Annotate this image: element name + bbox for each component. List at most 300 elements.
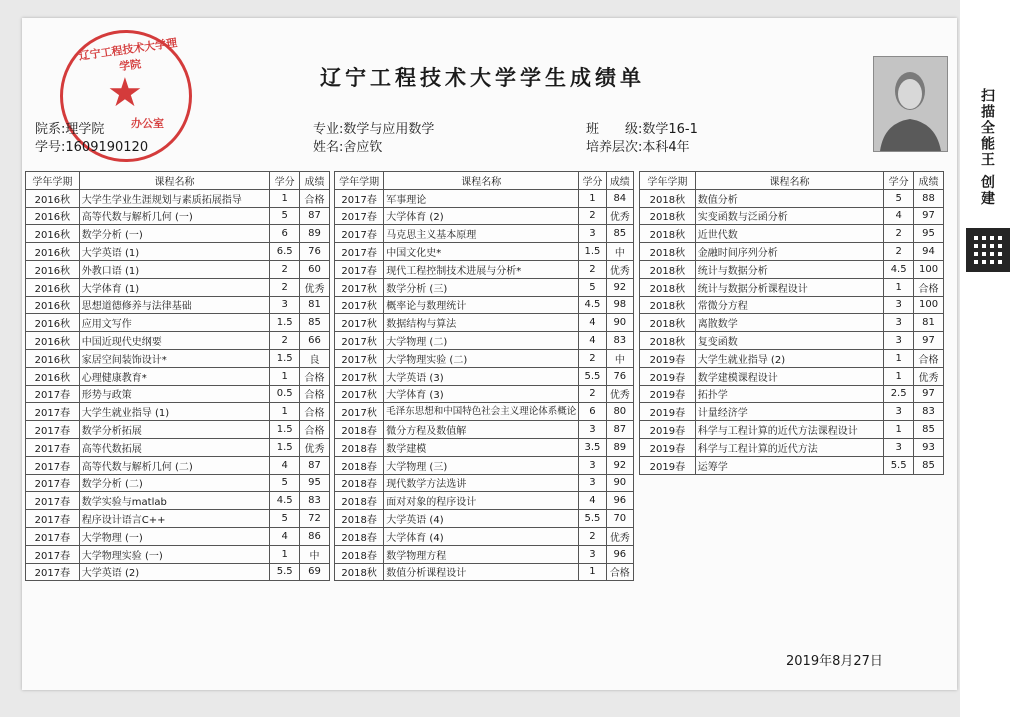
cell-credit: 5 xyxy=(270,207,300,225)
cell-course: 复变函数 xyxy=(695,332,883,350)
cell-score: 优秀 xyxy=(606,527,633,545)
cell-score: 优秀 xyxy=(606,207,633,225)
scanner-watermark: 扫描全能王 创建 xyxy=(979,88,995,207)
table-row xyxy=(335,474,634,492)
cell-course: 形势与政策 xyxy=(79,385,269,403)
cell-credit: 5 xyxy=(270,510,300,528)
cell-course: 常微分方程 xyxy=(695,296,883,314)
cell-credit: 3.5 xyxy=(579,438,606,456)
cell-term: 2018秋 xyxy=(640,189,696,207)
table-row xyxy=(640,367,944,385)
cell-credit: 1 xyxy=(579,563,606,581)
cell-score: 90 xyxy=(606,314,633,332)
cell-course: 大学体育 (1) xyxy=(79,278,269,296)
table-row xyxy=(640,207,944,225)
cell-course: 统计与数据分析课程设计 xyxy=(695,278,883,296)
cell-course: 大学生学业生涯规划与素质拓展指导 xyxy=(79,189,269,207)
cell-term: 2016秋 xyxy=(26,260,80,278)
cell-term: 2016秋 xyxy=(26,367,80,385)
table-row xyxy=(335,563,634,581)
cell-score: 合格 xyxy=(606,563,633,581)
header-term: 学年学期 xyxy=(640,172,696,190)
cell-course: 数学分析拓展 xyxy=(79,421,269,439)
cell-credit: 1 xyxy=(884,367,914,385)
table-row xyxy=(26,367,330,385)
cell-course: 思想道德修养与法律基础 xyxy=(79,296,269,314)
table-row xyxy=(640,332,944,350)
cell-credit: 3 xyxy=(884,296,914,314)
cell-term: 2017春 xyxy=(335,189,384,207)
cell-course: 大学物理 (二) xyxy=(384,332,579,350)
cell-course: 大学体育 (4) xyxy=(384,527,579,545)
cell-course: 大学英语 (2) xyxy=(79,563,269,581)
cell-score: 81 xyxy=(914,314,944,332)
cell-course: 数学物理方程 xyxy=(384,545,579,563)
student-id-label: 学号: xyxy=(35,140,66,155)
cell-credit: 3 xyxy=(579,456,606,474)
cell-score: 89 xyxy=(300,225,330,243)
cell-term: 2017秋 xyxy=(335,296,384,314)
table-row xyxy=(335,545,634,563)
cell-course: 数学建模课程设计 xyxy=(695,367,883,385)
cell-score: 优秀 xyxy=(606,260,633,278)
grades-table-2-body xyxy=(335,189,634,581)
cell-score: 97 xyxy=(914,332,944,350)
student-photo-silhouette xyxy=(874,57,947,151)
table-row xyxy=(640,225,944,243)
cell-course: 离散数学 xyxy=(695,314,883,332)
cell-course: 数学分析 (一) xyxy=(79,225,269,243)
cell-course: 中国文化史* xyxy=(384,243,579,261)
cell-term: 2018秋 xyxy=(640,207,696,225)
table-row xyxy=(26,385,330,403)
cell-term: 2018春 xyxy=(335,421,384,439)
cell-credit: 4 xyxy=(579,492,606,510)
table-row xyxy=(335,456,634,474)
cell-term: 2017春 xyxy=(26,492,80,510)
cell-credit: 6.5 xyxy=(270,243,300,261)
cell-term: 2018春 xyxy=(335,438,384,456)
cell-credit: 3 xyxy=(579,225,606,243)
cell-course: 马克思主义基本原理 xyxy=(384,225,579,243)
cell-course: 统计与数据分析 xyxy=(695,260,883,278)
major-row xyxy=(313,118,434,137)
star-icon: ★ xyxy=(107,70,143,116)
table-row xyxy=(335,314,634,332)
cell-term: 2018春 xyxy=(335,510,384,528)
cell-course: 程序设计语言C++ xyxy=(79,510,269,528)
table-row xyxy=(26,243,330,261)
cell-score: 85 xyxy=(914,456,944,474)
cell-credit: 1 xyxy=(884,421,914,439)
cell-term: 2019春 xyxy=(640,367,696,385)
cell-score: 76 xyxy=(300,243,330,261)
cell-term: 2017春 xyxy=(335,260,384,278)
cell-credit: 1.5 xyxy=(270,438,300,456)
cell-course: 大学物理 (三) xyxy=(384,456,579,474)
cell-course: 数值分析课程设计 xyxy=(384,563,579,581)
name-value: 舍应钦 xyxy=(343,140,383,155)
table-row xyxy=(26,527,330,545)
table-row xyxy=(335,527,634,545)
table-row xyxy=(335,403,634,421)
grades-table-2 xyxy=(334,171,634,581)
cell-score: 95 xyxy=(300,474,330,492)
cell-credit: 2 xyxy=(579,349,606,367)
department-value: 理学院 xyxy=(65,122,105,137)
cell-term: 2017秋 xyxy=(335,278,384,296)
table-row xyxy=(335,225,634,243)
table-row xyxy=(640,456,944,474)
cell-score: 97 xyxy=(914,207,944,225)
table-row xyxy=(640,278,944,296)
cell-course: 大学生就业指导 (2) xyxy=(695,349,883,367)
table-row xyxy=(640,403,944,421)
cell-score: 96 xyxy=(606,492,633,510)
cell-term: 2018秋 xyxy=(640,243,696,261)
header-credit: 学分 xyxy=(884,172,914,190)
level-value: 本科4年 xyxy=(642,140,690,155)
cell-term: 2018秋 xyxy=(640,314,696,332)
cell-term: 2016秋 xyxy=(26,278,80,296)
table-row xyxy=(640,421,944,439)
cell-term: 2017春 xyxy=(26,403,80,421)
cell-score: 94 xyxy=(914,243,944,261)
cell-term: 2016秋 xyxy=(26,207,80,225)
table-row xyxy=(640,349,944,367)
cell-credit: 5 xyxy=(579,278,606,296)
table-row xyxy=(335,385,634,403)
cell-course: 数学分析 (二) xyxy=(79,474,269,492)
grades-table-3 xyxy=(639,171,944,475)
cell-score: 90 xyxy=(606,474,633,492)
cell-score: 98 xyxy=(606,296,633,314)
cell-score: 84 xyxy=(606,189,633,207)
cell-course: 大学生就业指导 (1) xyxy=(79,403,269,421)
cell-credit: 1 xyxy=(270,367,300,385)
cell-credit: 5.5 xyxy=(884,456,914,474)
cell-term: 2017春 xyxy=(335,243,384,261)
cell-term: 2018春 xyxy=(335,456,384,474)
cell-credit: 4.5 xyxy=(884,260,914,278)
grades-table-3-body xyxy=(640,189,944,474)
cell-credit: 0.5 xyxy=(270,385,300,403)
table-row xyxy=(335,278,634,296)
cell-credit: 4 xyxy=(579,332,606,350)
cell-course: 大学物理实验 (二) xyxy=(384,349,579,367)
cell-term: 2017春 xyxy=(26,510,80,528)
header-course: 课程名称 xyxy=(79,172,269,190)
table-row xyxy=(335,349,634,367)
cell-course: 大学英语 (1) xyxy=(79,243,269,261)
cell-term: 2017春 xyxy=(26,385,80,403)
cell-term: 2019春 xyxy=(640,456,696,474)
table-row xyxy=(26,278,330,296)
table-row xyxy=(335,296,634,314)
cell-term: 2017秋 xyxy=(335,403,384,421)
header-course: 课程名称 xyxy=(384,172,579,190)
cell-term: 2019春 xyxy=(640,385,696,403)
cell-score: 72 xyxy=(300,510,330,528)
table-row xyxy=(26,438,330,456)
page-title: 辽宁工程技术大学学生成绩单 xyxy=(320,66,645,90)
cell-score: 69 xyxy=(300,563,330,581)
cell-term: 2017春 xyxy=(335,207,384,225)
cell-credit: 5.5 xyxy=(579,367,606,385)
table-row xyxy=(335,332,634,350)
table-row xyxy=(26,421,330,439)
cell-credit: 1 xyxy=(270,189,300,207)
cell-score: 中 xyxy=(606,349,633,367)
cell-credit: 1 xyxy=(270,545,300,563)
cell-credit: 1.5 xyxy=(579,243,606,261)
cell-credit: 2 xyxy=(884,225,914,243)
cell-score: 66 xyxy=(300,332,330,350)
grades-table-1 xyxy=(25,171,330,581)
qr-code-icon xyxy=(966,228,1010,272)
cell-course: 大学体育 (2) xyxy=(384,207,579,225)
cell-credit: 1 xyxy=(270,403,300,421)
table-row xyxy=(26,492,330,510)
cell-score: 优秀 xyxy=(300,438,330,456)
cell-score: 83 xyxy=(606,332,633,350)
table-row xyxy=(335,367,634,385)
cell-course: 计量经济学 xyxy=(695,403,883,421)
cell-credit: 3 xyxy=(579,474,606,492)
table-header-row xyxy=(26,172,330,190)
cell-term: 2018秋 xyxy=(640,296,696,314)
table-row xyxy=(640,314,944,332)
grades-table-1-body xyxy=(26,189,330,581)
cell-course: 实变函数与泛函分析 xyxy=(695,207,883,225)
cell-score: 81 xyxy=(300,296,330,314)
cell-credit: 4 xyxy=(884,207,914,225)
cell-course: 家居空间装饰设计* xyxy=(79,349,269,367)
cell-course: 现代数学方法选讲 xyxy=(384,474,579,492)
cell-term: 2017春 xyxy=(26,421,80,439)
table-row xyxy=(26,456,330,474)
cell-score: 优秀 xyxy=(300,278,330,296)
cell-course: 毛泽东思想和中国特色社会主义理论体系概论 xyxy=(384,403,579,421)
cell-score: 96 xyxy=(606,545,633,563)
cell-score: 85 xyxy=(606,225,633,243)
cell-credit: 5 xyxy=(884,189,914,207)
cell-course: 微分方程及数值解 xyxy=(384,421,579,439)
cell-score: 合格 xyxy=(914,278,944,296)
header-course: 课程名称 xyxy=(695,172,883,190)
table-row xyxy=(26,314,330,332)
class-row xyxy=(586,118,698,137)
cell-term: 2018秋 xyxy=(640,278,696,296)
name-row xyxy=(313,136,382,155)
cell-course: 大学体育 (3) xyxy=(384,385,579,403)
cell-score: 83 xyxy=(300,492,330,510)
cell-score: 88 xyxy=(914,189,944,207)
cell-credit: 2 xyxy=(270,260,300,278)
cell-term: 2018秋 xyxy=(335,563,384,581)
cell-term: 2019春 xyxy=(640,403,696,421)
cell-credit: 3 xyxy=(884,403,914,421)
cell-course: 面对对象的程序设计 xyxy=(384,492,579,510)
cell-term: 2019春 xyxy=(640,438,696,456)
cell-term: 2016秋 xyxy=(26,243,80,261)
cell-credit: 1.5 xyxy=(270,421,300,439)
table-row xyxy=(640,385,944,403)
cell-score: 89 xyxy=(606,438,633,456)
cell-credit: 5 xyxy=(270,474,300,492)
cell-score: 100 xyxy=(914,296,944,314)
cell-course: 科学与工程计算的近代方法 xyxy=(695,438,883,456)
table-row xyxy=(26,332,330,350)
table-row xyxy=(640,438,944,456)
student-id-row xyxy=(35,136,148,155)
cell-course: 高等代数与解析几何 (二) xyxy=(79,456,269,474)
cell-course: 大学物理 (一) xyxy=(79,527,269,545)
cell-score: 良 xyxy=(300,349,330,367)
header-score: 成绩 xyxy=(606,172,633,190)
cell-term: 2017春 xyxy=(26,527,80,545)
header-credit: 学分 xyxy=(270,172,300,190)
table-row xyxy=(335,243,634,261)
cell-course: 心理健康教育* xyxy=(79,367,269,385)
header-term: 学年学期 xyxy=(335,172,384,190)
cell-score: 优秀 xyxy=(606,385,633,403)
table-row xyxy=(335,438,634,456)
header-score: 成绩 xyxy=(914,172,944,190)
cell-credit: 3 xyxy=(884,438,914,456)
cell-score: 92 xyxy=(606,278,633,296)
cell-score: 95 xyxy=(914,225,944,243)
table-row xyxy=(26,545,330,563)
cell-course: 军事理论 xyxy=(384,189,579,207)
table-row xyxy=(26,474,330,492)
cell-term: 2017秋 xyxy=(335,332,384,350)
table-header-row xyxy=(640,172,944,190)
cell-course: 金融时间序列分析 xyxy=(695,243,883,261)
cell-credit: 1 xyxy=(884,349,914,367)
cell-term: 2018春 xyxy=(335,527,384,545)
table-row xyxy=(26,403,330,421)
table-row xyxy=(26,225,330,243)
cell-credit: 4 xyxy=(270,527,300,545)
cell-course: 数据结构与算法 xyxy=(384,314,579,332)
cell-score: 合格 xyxy=(300,367,330,385)
cell-course: 近世代数 xyxy=(695,225,883,243)
cell-course: 数值分析 xyxy=(695,189,883,207)
cell-credit: 2 xyxy=(579,527,606,545)
cell-score: 83 xyxy=(914,403,944,421)
cell-term: 2016秋 xyxy=(26,225,80,243)
cell-score: 60 xyxy=(300,260,330,278)
cell-credit: 2 xyxy=(579,207,606,225)
cell-term: 2017秋 xyxy=(335,349,384,367)
table-row xyxy=(335,189,634,207)
cell-term: 2017春 xyxy=(335,225,384,243)
table-row xyxy=(640,296,944,314)
cell-credit: 1.5 xyxy=(270,349,300,367)
cell-credit: 2 xyxy=(270,332,300,350)
cell-term: 2019春 xyxy=(640,421,696,439)
cell-score: 合格 xyxy=(300,189,330,207)
cell-score: 97 xyxy=(914,385,944,403)
cell-term: 2017秋 xyxy=(335,385,384,403)
class-value: 数学16-1 xyxy=(642,122,698,137)
cell-score: 优秀 xyxy=(914,367,944,385)
cell-course: 大学物理实验 (一) xyxy=(79,545,269,563)
header-score: 成绩 xyxy=(300,172,330,190)
cell-course: 概率论与数理统计 xyxy=(384,296,579,314)
table-row xyxy=(26,563,330,581)
cell-credit: 3 xyxy=(884,332,914,350)
cell-credit: 6 xyxy=(270,225,300,243)
table-row xyxy=(26,189,330,207)
header-term: 学年学期 xyxy=(26,172,80,190)
cell-term: 2016秋 xyxy=(26,189,80,207)
cell-term: 2016秋 xyxy=(26,314,80,332)
cell-score: 合格 xyxy=(914,349,944,367)
cell-credit: 2.5 xyxy=(884,385,914,403)
cell-credit: 3 xyxy=(579,421,606,439)
table-row xyxy=(335,510,634,528)
cell-score: 86 xyxy=(300,527,330,545)
cell-term: 2017春 xyxy=(26,545,80,563)
table-row xyxy=(640,243,944,261)
cell-score: 87 xyxy=(300,456,330,474)
class-label: 班 级: xyxy=(586,122,643,137)
cell-credit: 2 xyxy=(270,278,300,296)
level-label: 培养层次: xyxy=(586,140,643,155)
cell-term: 2018春 xyxy=(335,492,384,510)
cell-course: 科学与工程计算的近代方法课程设计 xyxy=(695,421,883,439)
table-row xyxy=(640,260,944,278)
header-credit: 学分 xyxy=(579,172,606,190)
student-id-value: 1609190120 xyxy=(65,140,149,155)
cell-score: 85 xyxy=(914,421,944,439)
table-row xyxy=(335,207,634,225)
table-row xyxy=(26,207,330,225)
cell-credit: 5.5 xyxy=(579,510,606,528)
cell-credit: 1.5 xyxy=(270,314,300,332)
cell-score: 中 xyxy=(300,545,330,563)
name-label: 姓名: xyxy=(313,140,344,155)
table-row xyxy=(26,260,330,278)
cell-course: 高等代数拓展 xyxy=(79,438,269,456)
major-label: 专业: xyxy=(313,122,344,137)
seal-ring-text: 辽宁工程技术大学理学院 xyxy=(78,36,178,74)
table-row xyxy=(640,189,944,207)
cell-credit: 3 xyxy=(884,314,914,332)
table-row xyxy=(335,260,634,278)
cell-course: 拓扑学 xyxy=(695,385,883,403)
cell-score: 87 xyxy=(606,421,633,439)
cell-score: 85 xyxy=(300,314,330,332)
table-row xyxy=(335,421,634,439)
cell-score: 100 xyxy=(914,260,944,278)
cell-course: 数学建模 xyxy=(384,438,579,456)
table-row xyxy=(26,510,330,528)
table-header-row xyxy=(335,172,634,190)
cell-term: 2018秋 xyxy=(640,260,696,278)
cell-credit: 4.5 xyxy=(270,492,300,510)
cell-credit: 2 xyxy=(884,243,914,261)
cell-score: 合格 xyxy=(300,385,330,403)
cell-credit: 1 xyxy=(884,278,914,296)
cell-term: 2017春 xyxy=(26,456,80,474)
cell-term: 2017春 xyxy=(26,563,80,581)
cell-term: 2017秋 xyxy=(335,367,384,385)
cell-term: 2018春 xyxy=(335,545,384,563)
cell-credit: 6 xyxy=(579,403,606,421)
